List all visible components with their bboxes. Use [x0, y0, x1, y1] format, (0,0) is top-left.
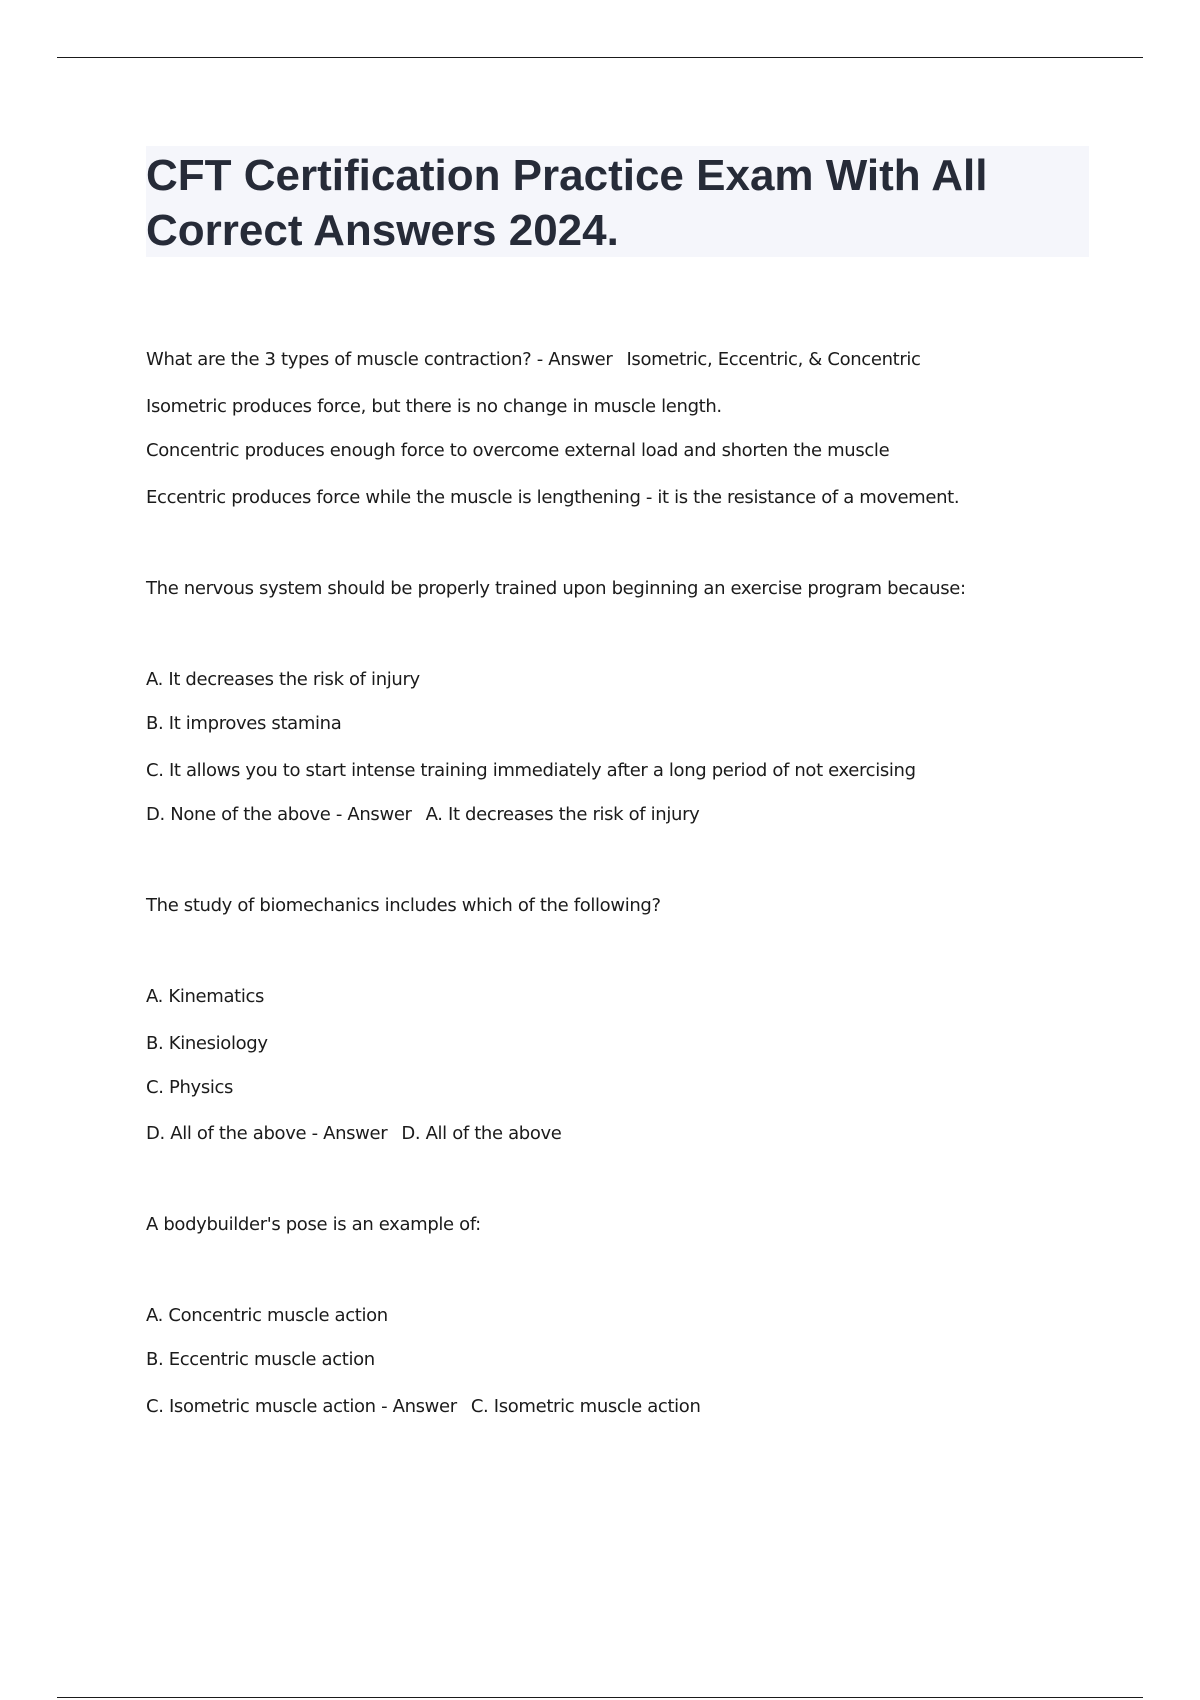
q4-option-a: A. Concentric muscle action: [146, 1305, 388, 1326]
q3-option-d: D. All of the above - Answer: [146, 1123, 388, 1144]
q1-detail-isometric: Isometric produces force, but there is no change in muscle length.: [146, 396, 722, 417]
document-title: [146, 148, 1089, 258]
q1-question: What are the 3 types of muscle contraction? - Answer: [146, 349, 613, 370]
q4-answer: C. Isometric muscle action: [470, 1396, 701, 1417]
top-rule: [57, 57, 1143, 58]
q4-option-b: B. Eccentric muscle action: [146, 1349, 375, 1370]
q2-option-b: B. It improves stamina: [146, 713, 342, 734]
q3-option-d-line: [146, 1122, 562, 1146]
q3-question: The study of biomechanics includes which of the following?: [146, 895, 661, 916]
title-line-2: Correct Answers 2024.: [146, 206, 619, 255]
q2-option-a: A. It decreases the risk of injury: [146, 669, 420, 690]
q3-answer: D. All of the above: [401, 1123, 562, 1144]
q4-question: A bodybuilder's pose is an example of:: [146, 1214, 481, 1235]
q4-option-c-line: [146, 1395, 701, 1419]
q1-detail-eccentric: Eccentric produces force while the muscle is lengthening - it is the resistance of a movement.: [146, 487, 960, 508]
q3-option-b: B. Kinesiology: [146, 1033, 268, 1054]
title-line-1: CFT Certification Practice Exam With All: [146, 151, 988, 200]
bottom-rule: [57, 1697, 1143, 1698]
q3-option-a: A. Kinematics: [146, 986, 265, 1007]
q1-detail-concentric: Concentric produces enough force to overcome external load and shorten the muscle: [146, 440, 890, 461]
q1-line: [146, 348, 921, 372]
q1-answer: Isometric, Eccentric, & Concentric: [626, 349, 921, 370]
q4-option-c: C. Isometric muscle action - Answer: [146, 1396, 457, 1417]
q2-option-d-line: [146, 803, 699, 827]
q2-answer: A. It decreases the risk of injury: [425, 804, 700, 825]
q2-option-c: C. It allows you to start intense training immediately after a long period of not exercising: [146, 760, 916, 781]
q2-option-d: D. None of the above - Answer: [146, 804, 412, 825]
q2-question: The nervous system should be properly trained upon beginning an exercise program because:: [146, 578, 966, 599]
q3-option-c: C. Physics: [146, 1077, 234, 1098]
